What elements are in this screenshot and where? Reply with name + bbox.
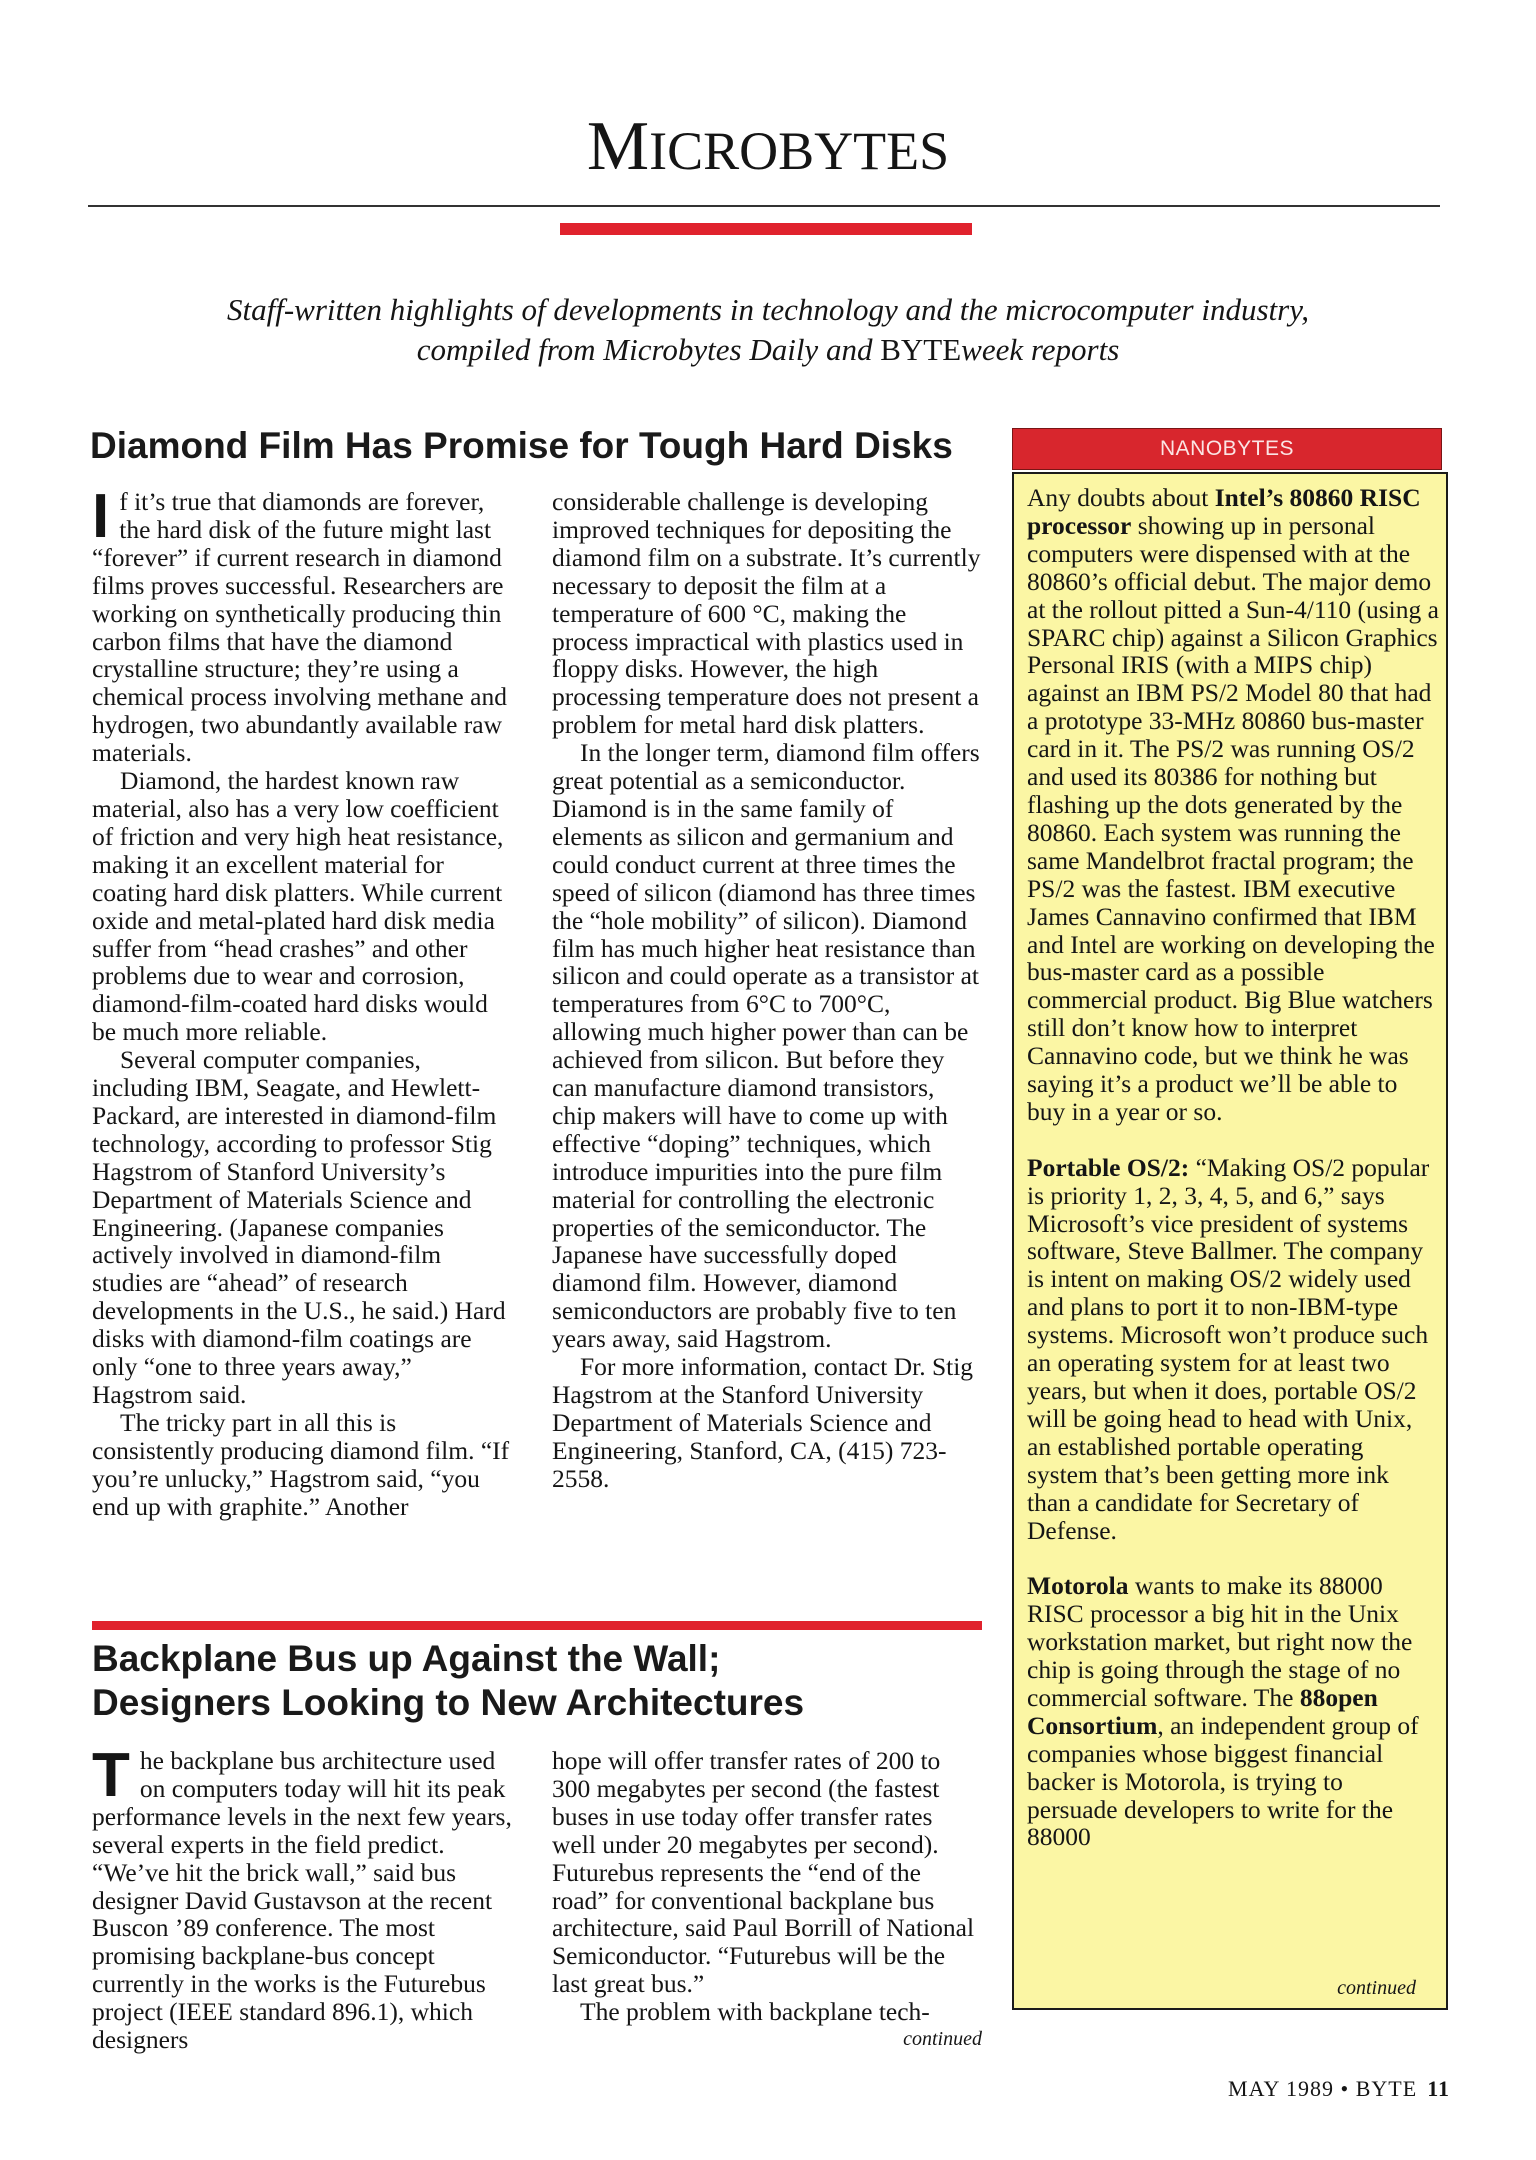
article2-column1 [92, 1741, 512, 2055]
article1-paragraph: The tricky part in all this is consistently producing diamond film. “If you’re unlucky,” Hagstrom said, “you end up with graphite.” Another [92, 1407, 510, 1521]
drop-cap: I [92, 482, 110, 551]
nanobyte-text: wants to make its 88000 RISC processor a big hit in the Unix workstation market, but right now the chip is going through the stage of no commercial software. The [1027, 1571, 1413, 1712]
nanobyte-item [1027, 1572, 1439, 1851]
section-subtitle [100, 290, 1436, 370]
article1-headline: Diamond Film Has Promise for Tough Hard Disks [90, 425, 953, 466]
nanobyte-text: showing up in personal computers were dispensed with at the 80860’s official debut. The major demo at the rollout pitted a Sun-4/110 (using a SPARC chip) against a Silicon Graphics Personal IRIS (with a MIPS chip) against an IBM PS/2 Model 80 that had a prototype 33-MHz 80860 bus-master card in it. The PS/2 was running OS/2 and used its 80386 for nothing but flashing up the dots generated by the 80860. Each system was running the same Mandelbrot fractal program; the PS/2 was the fastest. IBM executive James Cannavino confirmed that IBM and Intel are working on developing the bus-master card as a possible commercial product. Big Blue watchers still don’t know how to interpret Cannavino code, but we think he was saying it’s a product we’ll be able to buy in a year or so. [1027, 510, 1439, 1126]
nanobyte-item [1027, 484, 1439, 1126]
masthead-initial: M [586, 108, 650, 185]
nanobytes-sidebar [1012, 428, 1442, 2048]
article2-text: he backplane bus architecture used on computers today will hit its peak performance levels in the next few years, several experts in the field predict. “We’ve hit the brick wall,” said bus designer David Gustavson at the recent Buscon ’89 conference. The most promising backplane-bus concept currently in the works is the Futurebus project (IEEE standard 896.1), which designers [92, 1746, 512, 2055]
article2-paragraph: hope will offer transfer rates of 200 to 300 megabytes per second (the fastest buses in use today offer transfer rates well under 20 megabytes per second). Futurebus represents the “end of the road” for conventional backplane bus architecture, said Paul Borrill of National Semiconductor. “Futurebus will be the last great bus.” [552, 1746, 975, 1999]
nanobyte-text: , an independent group of companies whose biggest financial backer is Motorola, is trying to persuade developers to write for the 88000 [1027, 1710, 1419, 1852]
article1-column2 [552, 488, 982, 1493]
page-footer [1020, 2076, 1450, 2102]
continued-label: continued [903, 2028, 982, 2051]
article1-text: f it’s true that diamonds are forever, the hard disk of the future might last “forever” if current research in diamond films proves successful. Researchers are working on synthetically producing thin carbon films that have the diamond crystalline structure; they’re using a chemical process involving methane and hydrogen, two abundantly available raw materials. [92, 487, 507, 768]
nanobytes-box [1012, 472, 1448, 2010]
article1-column1 [92, 482, 512, 1521]
article2-paragraph [92, 1741, 512, 2055]
page-number: 11 [1427, 2076, 1450, 2101]
footer-issue: MAY 1989 • BYTE [1228, 2076, 1418, 2101]
article1-paragraph: Several computer companies, including IBM, Seagate, and Hewlett-Packard, are interested in diamond-film technology, according to professor Stig Hagstrom of Stanford University’s Department of Materials Science and Engineering. (Japanese companies actively involved in diamond-film studies are “ahead” of research developments in the U.S., he said.) Hard disks with diamond-film coatings are only “one to three years away,” Hagstrom said. [92, 1045, 506, 1409]
nanobyte-text: “Making OS/2 popular is priority 1, 2, 3, 4, 5, and 6,” says Microsoft’s vice president of systems software, Steve Ballmer. The company is intent on making OS/2 widely used and plans to port it to non-IBM-type systems. Microsoft won’t produce such an operating system for at least two years, but when it does, portable OS/2 will be going head to head with Unix, an established portable operating system that’s been getting more ink than a candidate for Secretary of Defense. [1027, 1152, 1430, 1545]
subtitle-line1: Staff-written highlights of developments in technology and the microcomputer industry, [227, 292, 1309, 327]
subtitle-line2-a: compiled from Microbytes Daily and [416, 332, 881, 367]
article2-column2 [552, 1747, 982, 2052]
article1-paragraph: In the longer term, diamond film offers great potential as a semiconductor. Diamond is in the same family of elements as silicon and germanium and could conduct current at three times the speed of silicon (diamond has three times the “hole mobility” of silicon). Diamond film has much higher heat resistance than silicon and could operate as a transistor at temperatures from 6°C to 700°C, allowing much higher power than can be achieved from silicon. But before they can manufacture diamond transistors, chip makers will have to come up with effective “doping” techniques, which introduce impurities into the pure film material for controlling the electronic properties of the semiconductor. The Japanese have successfully doped diamond film. However, diamond semiconductors are probably five to ten years away, said Hagstrom. [552, 738, 980, 1354]
nanobyte-bold: 88open Consortium [1027, 1682, 1378, 1740]
subtitle-brand-suffix: week [961, 332, 1024, 367]
nanobyte-item [1027, 1154, 1439, 1545]
article1-paragraph: considerable challenge is developing improved techniques for depositing the diamond film on a substrate. It’s currently necessary to deposit the film at a temperature of 600 °C, making the process impractical with plastics used in floppy disks. However, the high processing temperature does not present a problem for metal hard disk platters. [552, 487, 981, 740]
subtitle-brand: BYTE [880, 332, 962, 367]
drop-cap: T [92, 1741, 130, 1810]
article2-headline-line2: Designers Looking to New Architectures [92, 1682, 805, 1723]
article2-paragraph: The problem with backplane tech- [580, 1997, 930, 2027]
top-red-bar [560, 223, 972, 235]
article1-paragraph [92, 482, 512, 768]
nanobyte-bold: Portable OS/2: [1027, 1152, 1190, 1182]
article2-headline-line1: Backplane Bus up Against the Wall; [92, 1638, 721, 1679]
top-rule [88, 205, 1440, 207]
article1-paragraph: Diamond, the hardest known raw material, also has a very low coefficient of friction and very high heat resistance, making it an excellent material for coating hard disk platters. While current oxide and metal-plated hard disk media suffer from “head crashes” and other problems due to wear and corrosion, diamond-film-coated hard disks would be much more reliable. [92, 766, 504, 1047]
masthead-title [0, 108, 1536, 185]
nanobyte-bold: Motorola [1027, 1571, 1129, 1601]
continued-label: continued [1337, 1977, 1416, 1999]
nanobyte-bold: Intel’s 80860 RISC processor [1027, 483, 1421, 540]
article2-headline [92, 1637, 972, 1725]
mid-red-bar [92, 1621, 982, 1630]
article1-paragraph: For more information, contact Dr. Stig Hagstrom at the Stanford University Department of Materials Science and Engineering, Stanford, CA, (415) 723-2558. [552, 1352, 974, 1493]
nanobyte-text: Any doubts about [1027, 483, 1215, 512]
subtitle-line2-b: reports [1023, 332, 1120, 367]
subtitle-line2 [100, 330, 1436, 370]
masthead-rest: ICROBYTES [649, 121, 950, 181]
nanobytes-header: NANOBYTES [1012, 428, 1442, 470]
